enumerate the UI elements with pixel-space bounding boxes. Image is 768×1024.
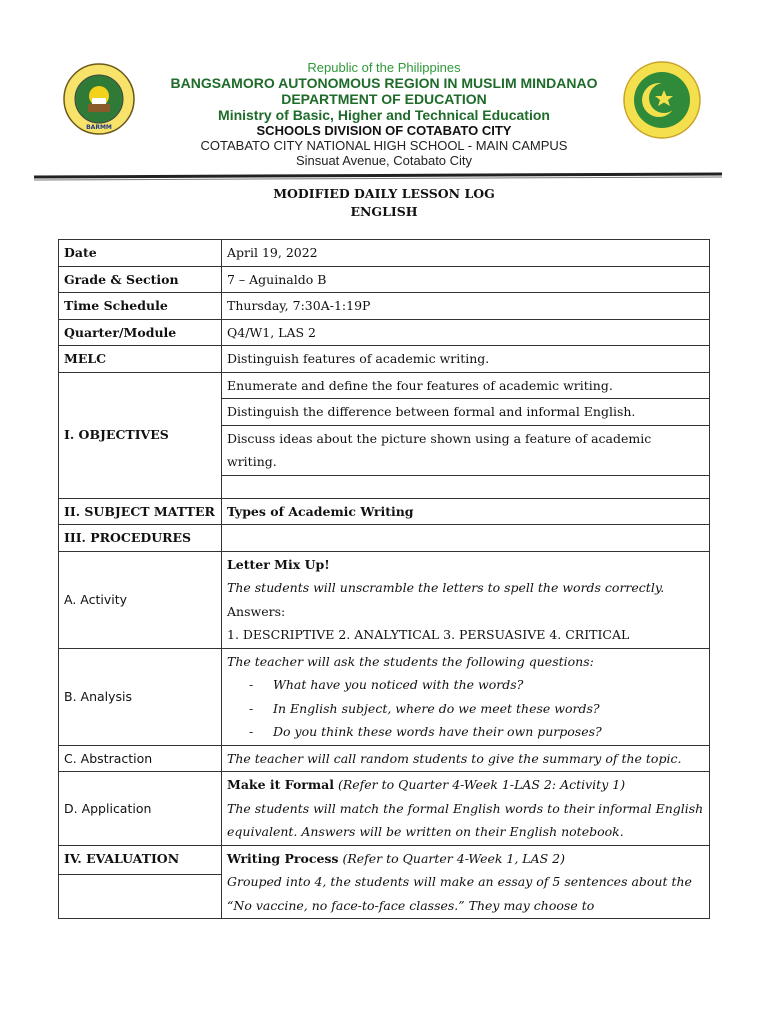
time-label: Time Schedule xyxy=(59,293,222,320)
table-row xyxy=(59,240,710,267)
table-row xyxy=(59,648,710,745)
activity-answers: 1. DESCRIPTIVE 2. ANALYTICAL 3. PERSUASIVE 4. CRITICAL xyxy=(227,627,630,642)
list-item xyxy=(227,720,704,744)
activity-desc: The students will unscramble the letters to spell the words correctly. xyxy=(227,580,665,595)
application-label: D. Application xyxy=(59,772,222,846)
activity-title: Letter Mix Up! xyxy=(227,556,330,572)
application-desc: The students will match the formal English words to their informal English equivalent. Answers will be written on their English notebook. xyxy=(227,800,704,839)
subject-matter-label: II. SUBJECT MATTER xyxy=(59,498,222,525)
table-row xyxy=(59,845,710,875)
list-item xyxy=(227,673,704,697)
evaluation-heading xyxy=(227,847,704,871)
melc-label: MELC xyxy=(59,346,222,373)
lesson-log-table xyxy=(58,239,710,919)
division-text: SCHOOLS DIVISION OF COTABATO CITY xyxy=(256,123,512,138)
application-ref: (Refer to Quarter 4-Week 1-LAS 2: Activity 1) xyxy=(337,777,626,792)
document-title: MODIFIED DAILY LESSON LOG xyxy=(273,186,495,201)
table-row xyxy=(59,266,710,293)
date-label: Date xyxy=(59,240,222,267)
table-row xyxy=(59,525,710,552)
table-row xyxy=(59,772,710,846)
table-row xyxy=(59,498,710,525)
objective-empty xyxy=(222,475,710,498)
procedures-label: III. PROCEDURES xyxy=(59,525,222,552)
application-heading xyxy=(227,773,704,797)
table-row xyxy=(59,372,710,399)
document-subject: ENGLISH xyxy=(350,204,418,219)
republic-text: Republic of the Philippines xyxy=(307,60,461,75)
table-row xyxy=(59,293,710,320)
department-text: DEPARTMENT OF EDUCATION xyxy=(281,91,487,107)
analysis-intro: The teacher will ask the students the following questions: xyxy=(227,653,594,669)
grade-label: Grade & Section xyxy=(59,266,222,293)
subject-matter-value: Types of Academic Writing xyxy=(222,498,710,525)
table-row xyxy=(59,346,710,373)
ministry-text: Ministry of Basic, Higher and Technical Education xyxy=(218,107,550,123)
address-text: Sinsuat Avenue, Cotabato City xyxy=(295,153,473,168)
school-text: COTABATO CITY NATIONAL HIGH SCHOOL - MAIN CAMPUS xyxy=(200,138,568,153)
evaluation-empty xyxy=(59,875,222,919)
evaluation-desc: Grouped into 4, the students will make an essay of 5 sentences about the “No vaccine, no face-to-face classes.” They may choose to xyxy=(227,874,692,913)
grade-value: 7 – Aguinaldo B xyxy=(222,266,710,293)
quarter-value: Q4/W1, LAS 2 xyxy=(222,319,710,346)
activity-answers-label: Answers: xyxy=(227,603,286,619)
region-text: BANGSAMORO AUTONOMOUS REGION IN MUSLIM MINDANAO xyxy=(170,75,598,91)
activity-label: A. Activity xyxy=(59,551,222,648)
table-row xyxy=(59,319,710,346)
procedures-value xyxy=(222,525,710,552)
application-cell xyxy=(222,772,710,846)
date-value: April 19, 2022 xyxy=(222,240,710,267)
table-row xyxy=(59,551,710,648)
evaluation-cell xyxy=(222,845,710,919)
objective-1: Enumerate and define the four features of academic writing. xyxy=(222,372,710,399)
evaluation-ref: (Refer to Quarter 4-Week 1, LAS 2) xyxy=(342,850,566,866)
svg-text:BARMM: BARMM xyxy=(86,124,112,131)
analysis-cell xyxy=(222,648,710,745)
application-title: Make it Formal xyxy=(227,777,334,792)
abstraction-value: The teacher will call random students to give the summary of the topic. xyxy=(222,745,710,772)
evaluation-title: Writing Process xyxy=(227,850,339,866)
quarter-label: Quarter/Module xyxy=(59,319,222,346)
abstraction-label: C. Abstraction xyxy=(59,745,222,772)
objective-3: Discuss ideas about the picture shown using a feature of academic writing. xyxy=(222,425,710,475)
list-item xyxy=(227,697,704,721)
analysis-question-1: What have you noticed with the words? xyxy=(273,677,524,692)
activity-cell xyxy=(222,551,710,648)
time-value: Thursday, 7:30A-1:19P xyxy=(222,293,710,320)
melc-value: Distinguish features of academic writing. xyxy=(222,346,710,373)
analysis-label: B. Analysis xyxy=(59,648,222,745)
table-row xyxy=(59,745,710,772)
evaluation-label: IV. EVALUATION xyxy=(59,845,222,875)
objectives-label: I. OBJECTIVES xyxy=(59,372,222,498)
analysis-question-3: Do you think these words have their own purposes? xyxy=(273,724,602,739)
objective-2: Distinguish the difference between formal and informal English. xyxy=(222,399,710,426)
analysis-question-2: In English subject, where do we meet these words? xyxy=(273,700,600,716)
